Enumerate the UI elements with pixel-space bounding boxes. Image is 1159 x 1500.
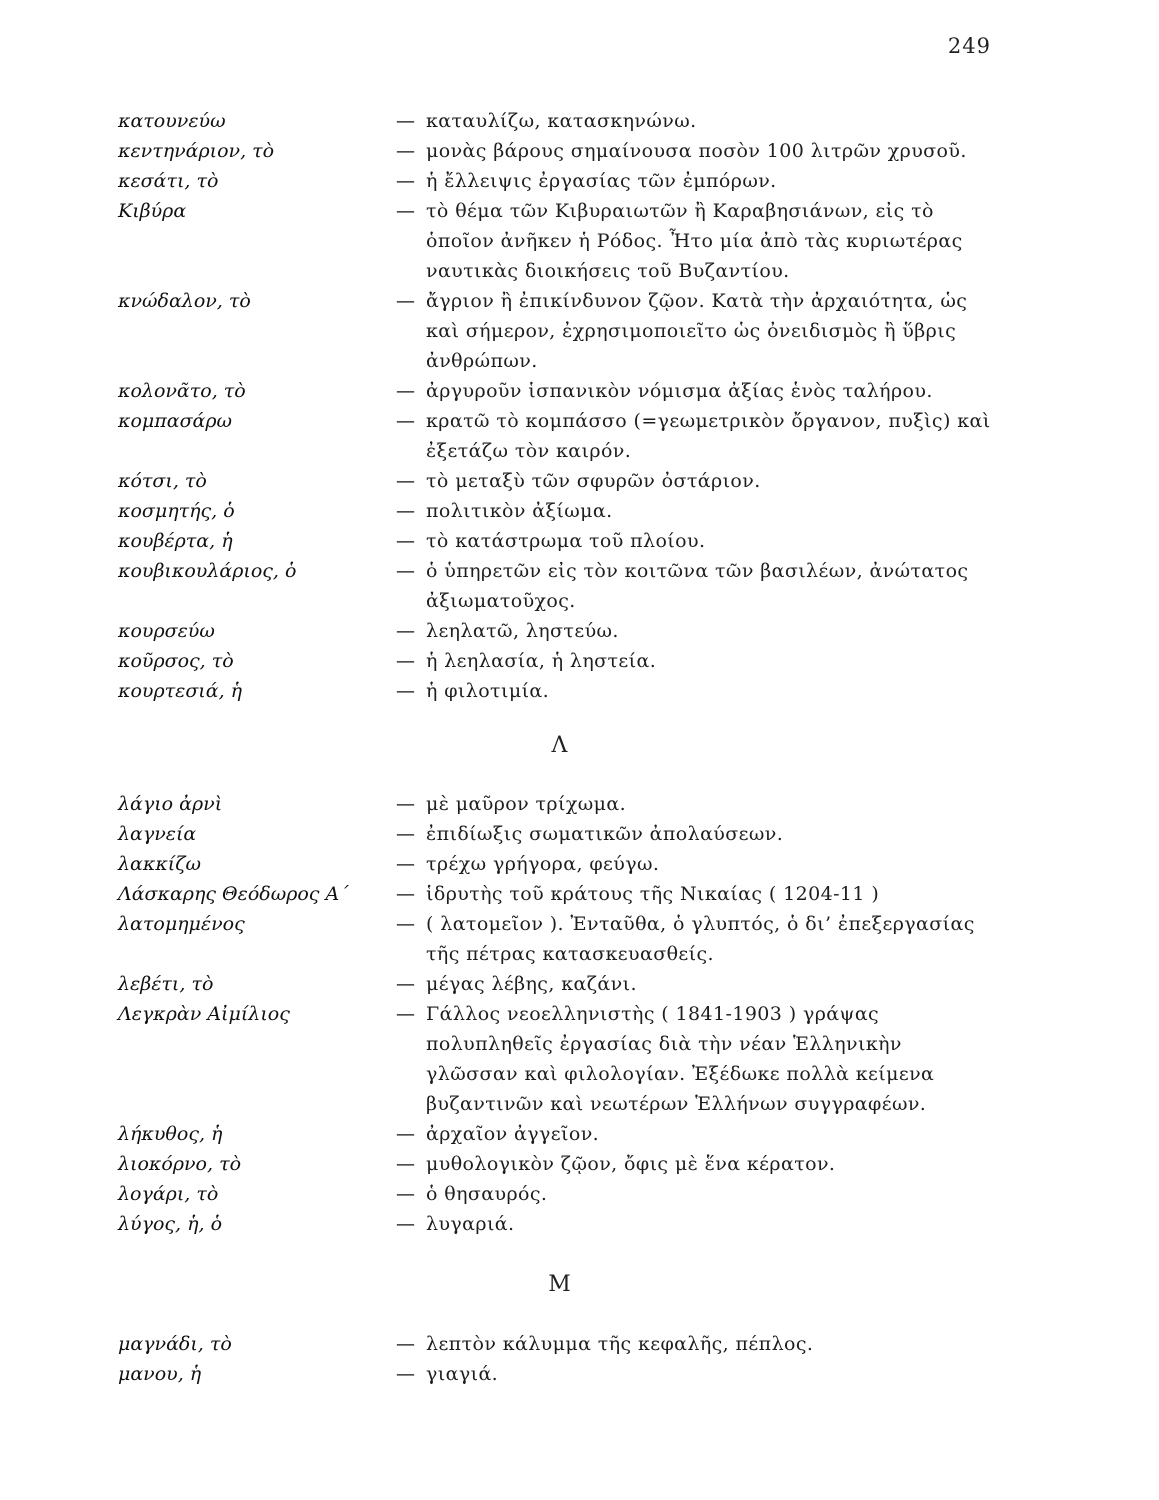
- glossary-entry: [118, 616, 998, 646]
- entry-definition: ὁ ὑπηρετῶν εἰς τὸν κοιτῶνα τῶν βασιλέων, ἀνώτατος ἀξιωματοῦχος.: [426, 560, 969, 612]
- entry-term: κοσμητής, ὁ: [118, 500, 235, 522]
- entry-term: λήκυθος, ἡ: [118, 1123, 223, 1145]
- entry-term: λαγνεία: [118, 823, 197, 845]
- entry-definition: τὸ θέμα τῶν Κιβυραιωτῶν ἢ Καραβησιάνων, εἰς τὸ ὁποῖον ἀνῆκεν ἡ Ρόδος. Ἦτο μία ἀπὸ τὰς κυριωτέρας ναυτικὰς διοικήσεις τοῦ Βυζαντίου.: [426, 200, 963, 282]
- entries-l: [118, 789, 998, 1239]
- glossary-entry: [118, 1119, 998, 1149]
- entry-dash: —: [396, 560, 415, 582]
- entry-term: λατομημένος: [118, 913, 245, 935]
- glossary-entry: [118, 1209, 998, 1239]
- entry-definition: μέγας λέβης, καζάνι.: [426, 973, 637, 995]
- entry-dash: —: [396, 1183, 415, 1205]
- entry-dash: —: [396, 380, 415, 402]
- glossary-entry: [118, 286, 998, 376]
- entries-m: [118, 1329, 998, 1389]
- entries-k: [118, 106, 998, 706]
- entry-definition: ἡ φιλοτιμία.: [426, 680, 550, 702]
- entry-definition: ἱδρυτὴς τοῦ κράτους τῆς Νικαίας ( 1204-11 ): [426, 883, 880, 905]
- glossary-entry: [118, 196, 998, 286]
- glossary-entry: [118, 166, 998, 196]
- glossary-entry: [118, 526, 998, 556]
- glossary-entry: [118, 1149, 998, 1179]
- entry-dash: —: [396, 470, 415, 492]
- entry-dash: —: [396, 650, 415, 672]
- entry-term: λύγος, ἡ, ὁ: [118, 1213, 223, 1235]
- entry-definition: μονὰς βάρους σημαίνουσα ποσὸν 100 λιτρῶν χρυσοῦ.: [426, 140, 967, 162]
- entry-dash: —: [396, 913, 415, 935]
- glossary-entry: [118, 819, 998, 849]
- entry-definition: ἡ ἔλλειψις ἐργασίας τῶν ἐμπόρων.: [426, 170, 777, 192]
- entry-definition: ἀργυροῦν ἱσπανικὸν νόμισμα ἀξίας ἑνὸς ταλήρου.: [426, 380, 933, 402]
- glossary-entry: [118, 909, 998, 969]
- entry-definition: λεηλατῶ, ληστεύω.: [426, 620, 619, 642]
- entry-definition: ὁ θησαυρός.: [426, 1183, 548, 1205]
- entry-term: μαγνάδι, τὸ: [118, 1333, 232, 1355]
- letter-heading-lambda: Λ: [551, 733, 568, 758]
- entry-term: κεντηνάριον, τὸ: [118, 140, 275, 162]
- entry-term: κουβικουλάριος, ὁ: [118, 560, 297, 582]
- entry-term: κότσι, τὸ: [118, 470, 207, 492]
- glossary-entry: [118, 999, 998, 1119]
- letter-heading-mu: Μ: [548, 1272, 571, 1297]
- entry-dash: —: [396, 1153, 415, 1175]
- glossary-entry: [118, 556, 998, 616]
- entry-definition: τρέχω γρήγορα, φεύγω.: [426, 853, 660, 875]
- entry-term: μανου, ἡ: [118, 1363, 202, 1385]
- glossary-entry: [118, 1179, 998, 1209]
- glossary-entry: [118, 1359, 998, 1389]
- entry-term: λιοκόρνο, τὸ: [118, 1153, 242, 1175]
- entry-term: λακκίζω: [118, 853, 202, 875]
- glossary-entry: [118, 879, 998, 909]
- entry-term: κουρτεσιά, ἡ: [118, 680, 243, 702]
- entry-term: Λεγκρὰν Αἰμίλιος: [118, 1003, 290, 1025]
- entry-term: Κιβύρα: [118, 200, 187, 222]
- entry-term: κομπασάρω: [118, 410, 233, 432]
- entry-dash: —: [396, 973, 415, 995]
- glossary-entry: [118, 969, 998, 999]
- entry-definition: ἄγριον ἢ ἐπικίνδυνον ζῷον. Κατὰ τὴν ἀρχαιότητα, ὡς καὶ σήμερον, ἐχρησιμοποιεῖτο ὡς ὀνειδισμὸς ἢ ὕβρις ἀνθρώπων.: [426, 290, 968, 372]
- entry-dash: —: [396, 200, 415, 222]
- entry-term: κοῦρσος, τὸ: [118, 650, 234, 672]
- entry-definition: λυγαριά.: [426, 1213, 515, 1235]
- entry-definition: ἐπιδίωξις σωματικῶν ἀπολαύσεων.: [426, 823, 784, 845]
- glossary-entry: [118, 646, 998, 676]
- entry-dash: —: [396, 170, 415, 192]
- entry-definition: μυθολογικὸν ζῷον, ὄφις μὲ ἕνα κέρατον.: [426, 1153, 836, 1175]
- entry-dash: —: [396, 110, 415, 132]
- entry-dash: —: [396, 410, 415, 432]
- entry-dash: —: [396, 680, 415, 702]
- entry-definition: Γάλλος νεοελληνιστὴς ( 1841-1903 ) γράψας πολυπληθεῖς ἐργασίας διὰ τὴν νέαν Ἑλληνικὴν γλῶσσαν καὶ φιλολογίαν. Ἐξέδωκε πολλὰ κείμενα βυζαντινῶν καὶ νεωτέρων Ἑλλήνων συγγραφέων.: [426, 1003, 935, 1115]
- entry-term: Λάσκαρης Θεόδωρος Α΄: [118, 883, 349, 905]
- entry-dash: —: [396, 1363, 415, 1385]
- entry-definition: τὸ μεταξὺ τῶν σφυρῶν ὀστάριον.: [426, 470, 761, 492]
- glossary-entry: [118, 849, 998, 879]
- entry-dash: —: [396, 1333, 415, 1355]
- entry-dash: —: [396, 883, 415, 905]
- entry-term: λεβέτι, τὸ: [118, 973, 214, 995]
- entry-definition: γιαγιά.: [426, 1363, 499, 1385]
- entry-term: κνώδαλον, τὸ: [118, 290, 251, 312]
- glossary-entry: [118, 376, 998, 406]
- glossary-entry: [118, 676, 998, 706]
- entry-term: λογάρι, τὸ: [118, 1183, 219, 1205]
- glossary-entry: [118, 496, 998, 526]
- page-number: 249: [947, 34, 991, 58]
- glossary-entry: [118, 406, 998, 466]
- entry-definition: ἡ λεηλασία, ἡ ληστεία.: [426, 650, 657, 672]
- entry-term: κολονᾶτο, τὸ: [118, 380, 246, 402]
- entry-dash: —: [396, 290, 415, 312]
- entry-dash: —: [396, 620, 415, 642]
- glossary-entry: [118, 789, 998, 819]
- entry-definition: καταυλίζω, κατασκηνώνω.: [426, 110, 697, 132]
- entry-term: κεσάτι, τὸ: [118, 170, 219, 192]
- entry-dash: —: [396, 1123, 415, 1145]
- entry-dash: —: [396, 793, 415, 815]
- entry-definition: κρατῶ τὸ κομπάσσο (=γεωμετρικὸν ὄργανον, πυξὶς) καὶ ἐξετάζω τὸν καιρόν.: [426, 410, 991, 462]
- entry-dash: —: [396, 823, 415, 845]
- entry-definition: ἀρχαῖον ἀγγεῖον.: [426, 1123, 600, 1145]
- entry-dash: —: [396, 140, 415, 162]
- entry-dash: —: [396, 1213, 415, 1235]
- entry-term: λάγιο ἀρνὶ: [118, 793, 223, 815]
- entry-term: κουρσεύω: [118, 620, 215, 642]
- entry-definition: πολιτικὸν ἀξίωμα.: [426, 500, 613, 522]
- glossary-entry: [118, 1329, 998, 1359]
- entry-dash: —: [396, 530, 415, 552]
- entry-definition: τὸ κατάστρωμα τοῦ πλοίου.: [426, 530, 706, 552]
- entry-definition: λεπτὸν κάλυμμα τῆς κεφαλῆς, πέπλος.: [426, 1333, 814, 1355]
- entry-term: κατουνεύω: [118, 110, 226, 132]
- entry-definition: μὲ μαῦρον τρίχωμα.: [426, 793, 627, 815]
- entry-dash: —: [396, 1003, 415, 1025]
- entry-definition: ( λατομεῖον ). Ἐνταῦθα, ὁ γλυπτός, ὁ δι’ ἐπεξεργασίας τῆς πέτρας κατασκευασθείς.: [426, 913, 975, 965]
- entry-term: κουβέρτα, ἡ: [118, 530, 233, 552]
- glossary-entry: [118, 136, 998, 166]
- glossary-entry: [118, 106, 998, 136]
- entry-dash: —: [396, 853, 415, 875]
- entry-dash: —: [396, 500, 415, 522]
- glossary-entry: [118, 466, 998, 496]
